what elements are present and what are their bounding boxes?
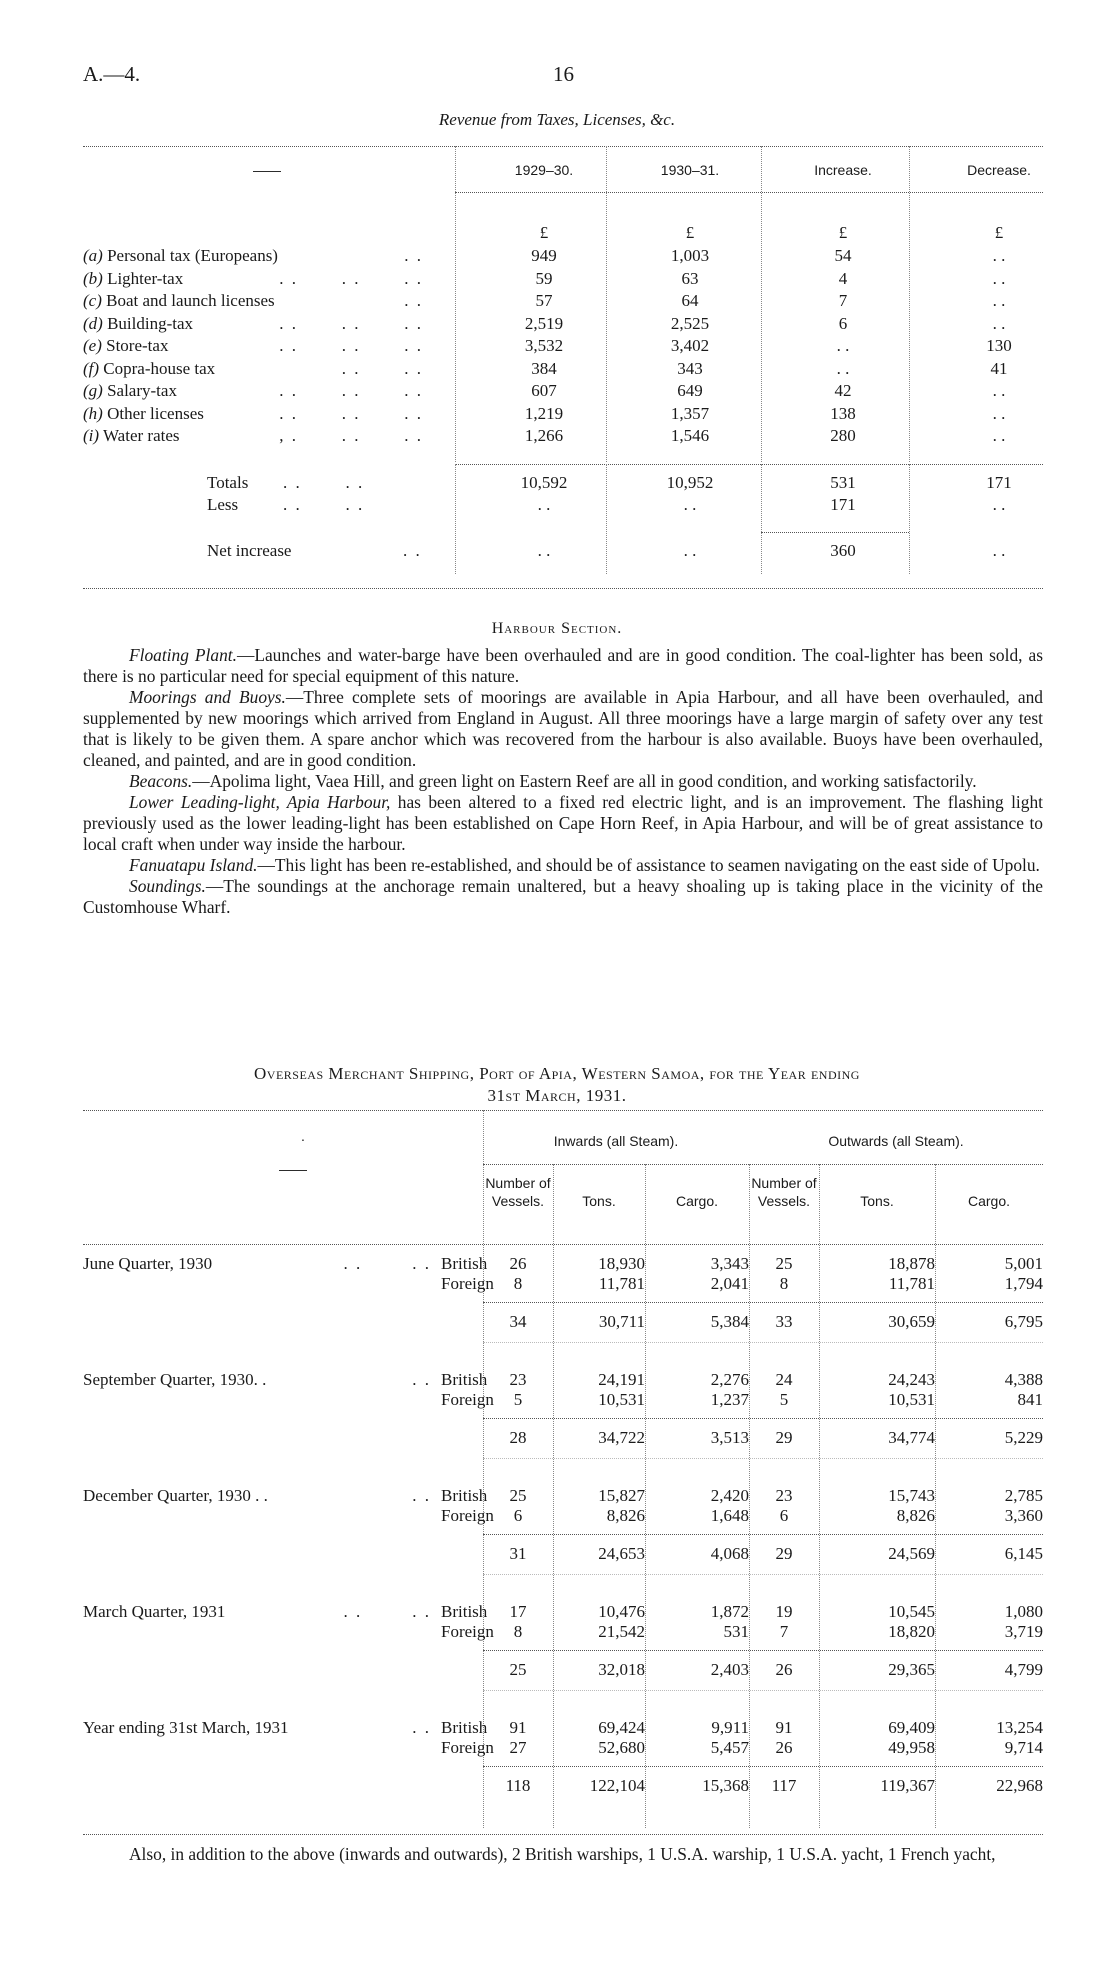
revenue-row xyxy=(83,269,1043,292)
cell: . . xyxy=(836,358,850,378)
shipping-row-foreign xyxy=(83,1274,1043,1297)
cell: 3,402 xyxy=(670,336,710,355)
row-key: (b) xyxy=(83,268,103,288)
cell: 2,420 xyxy=(710,1486,749,1505)
shipping-row-foreign xyxy=(83,1738,1043,1761)
net-increase-row xyxy=(83,541,1043,564)
paragraph xyxy=(83,792,1043,855)
cell: 1,357 xyxy=(670,403,710,423)
row-label xyxy=(83,336,168,356)
row-label: Totals xyxy=(207,473,249,492)
cell: 2,276 xyxy=(710,1370,749,1389)
row-text: Salary-tax xyxy=(107,381,177,400)
paragraph-lead: Beacons. xyxy=(129,771,193,791)
table-rule xyxy=(483,1690,1043,1691)
cell: . . xyxy=(992,291,1006,310)
cell: 5,384 xyxy=(710,1312,749,1331)
row-label xyxy=(83,404,204,424)
table-rule xyxy=(483,1458,1043,1459)
inwards-header: Inwards (all Steam). xyxy=(553,1133,679,1149)
revenue-row xyxy=(83,336,1043,359)
shipping-title xyxy=(0,1063,1114,1107)
cell: 26 xyxy=(509,1254,527,1273)
cell: 24 xyxy=(775,1370,793,1389)
leader-dots: . . . . . . xyxy=(279,336,423,355)
quarter-label: December Quarter, 1930 . . xyxy=(83,1486,268,1505)
cell: 4,388 xyxy=(1004,1370,1043,1389)
cell: 1,237 xyxy=(710,1390,749,1409)
sub-header: Cargo. xyxy=(967,1193,1011,1209)
cell: 2,403 xyxy=(710,1660,749,1679)
less-row xyxy=(83,495,1043,518)
row-label xyxy=(83,359,215,379)
cell: 34,774 xyxy=(888,1428,935,1447)
table-rule xyxy=(83,588,1043,589)
table-rule xyxy=(455,192,1043,193)
cell: 118 xyxy=(505,1776,531,1795)
row-label xyxy=(83,269,183,289)
paragraph-lead: Moorings and Buoys. xyxy=(129,687,286,707)
cell: . . xyxy=(992,495,1006,514)
paragraph-text: —Launches and water-barge have been overhauled and are in good condition. The coal-lighter has been sold, as there is no particular need for special equipment of this nature. xyxy=(83,645,1043,686)
cell: 21,542 xyxy=(598,1622,645,1641)
revenue-row xyxy=(83,359,1043,382)
cell: 31 xyxy=(509,1544,527,1563)
cell: 30,711 xyxy=(598,1312,645,1331)
flag-label: British xyxy=(441,1254,488,1273)
paragraph-lead: Fanuatapu Island. xyxy=(129,855,258,875)
col-header-decrease: Decrease. xyxy=(967,162,1031,178)
row-text: Personal tax (Europeans) xyxy=(107,246,278,265)
cell: 17 xyxy=(509,1602,527,1621)
cell: 5,001 xyxy=(1004,1254,1043,1273)
cell: 11,781 xyxy=(888,1274,935,1293)
paragraph xyxy=(83,687,1043,771)
quarter-label: March Quarter, 1931 xyxy=(83,1602,226,1621)
cell: 1,003 xyxy=(670,246,710,265)
cell: 27 xyxy=(509,1738,527,1757)
cell: 6 xyxy=(838,313,848,333)
cell: 69,409 xyxy=(888,1718,935,1737)
cell: 64 xyxy=(681,291,699,310)
currency-symbol: £ xyxy=(685,223,695,242)
cell: . . xyxy=(537,541,551,560)
quarter-label: June Quarter, 1930 xyxy=(83,1254,213,1273)
totals-row xyxy=(83,473,1043,496)
revenue-row xyxy=(83,314,1043,337)
cell: 5 xyxy=(513,1390,523,1409)
table-rule xyxy=(483,1766,1043,1767)
row-key: (a) xyxy=(83,246,103,265)
cell: 34 xyxy=(509,1312,527,1331)
cell: 24,569 xyxy=(888,1544,935,1563)
cell: 9,911 xyxy=(711,1718,749,1737)
cell: . . xyxy=(992,246,1006,265)
paragraph-text: —This light has been re-established, and should be of assistance to seamen navigating on the east side of Upolu. xyxy=(257,855,1040,875)
cell: 13,254 xyxy=(996,1718,1043,1737)
leader-dots: . . xyxy=(404,291,423,310)
cell: 15,827 xyxy=(598,1486,645,1505)
cell: 18,878 xyxy=(888,1254,935,1273)
cell: 10,952 xyxy=(666,473,714,492)
cell: 3,719 xyxy=(1004,1622,1043,1641)
shipping-row-foreign xyxy=(83,1390,1043,1413)
cell: 1,872 xyxy=(710,1602,749,1621)
cell: . . xyxy=(537,495,551,514)
cell: 949 xyxy=(531,246,557,265)
paragraph xyxy=(83,876,1043,918)
paragraph xyxy=(83,855,1043,876)
cell: 8,826 xyxy=(606,1506,645,1525)
cell: 29 xyxy=(775,1428,793,1447)
column-divider xyxy=(606,464,607,574)
document-reference: A.—4. xyxy=(83,62,141,86)
cell: 4 xyxy=(838,268,848,288)
cell: 1,794 xyxy=(1004,1274,1043,1293)
row-text: Water rates xyxy=(103,426,180,445)
row-label: Less xyxy=(207,495,239,514)
cell: 119,367 xyxy=(880,1776,935,1795)
cell: 6,145 xyxy=(1004,1544,1043,1563)
flag-label: Foreign xyxy=(441,1274,494,1293)
cell: 6 xyxy=(513,1506,523,1525)
cell: 2,785 xyxy=(1004,1486,1043,1505)
cell: 7 xyxy=(838,291,848,310)
cell: 122,104 xyxy=(589,1776,645,1795)
outwards-header: Outwards (all Steam). xyxy=(828,1133,964,1149)
cell: 29 xyxy=(775,1544,793,1563)
table-rule xyxy=(83,1110,1043,1111)
page-number: 16 xyxy=(553,62,574,86)
cell: 25 xyxy=(775,1254,793,1273)
cell: 25 xyxy=(509,1660,527,1679)
cell: 69,424 xyxy=(598,1718,645,1737)
paragraph-text: has been altered to a fixed red electric light, and is an improvement. The flashing light previously used as the lower leading-light has been established on Cape Horn Reef, in Apia Harbour, and will be of great assistance to local craft when under way inside the harbour. xyxy=(83,792,1043,854)
paragraph-lead: Soundings. xyxy=(129,876,206,896)
revenue-row xyxy=(83,291,1043,314)
cell: 49,958 xyxy=(888,1738,935,1757)
table-rule xyxy=(455,464,1043,465)
row-key: (i) xyxy=(83,426,100,445)
cell: 59 xyxy=(535,268,553,288)
row-text: Lighter-tax xyxy=(107,268,184,288)
sub-header: Cargo. xyxy=(675,1193,719,1209)
stub-dot: · xyxy=(300,1131,306,1147)
leader-dots: . . xyxy=(403,541,422,560)
cell: 117 xyxy=(771,1776,797,1795)
cell: 649 xyxy=(677,381,703,400)
cell: 5,229 xyxy=(1004,1428,1043,1447)
paragraph xyxy=(83,771,1043,792)
cell: 91 xyxy=(775,1718,793,1737)
paragraph xyxy=(83,645,1043,687)
cell: 171 xyxy=(830,495,856,514)
cell: 10,476 xyxy=(598,1602,645,1621)
cell: . . xyxy=(992,268,1006,288)
leader-dots: . . . . xyxy=(341,358,423,378)
shipping-row-total xyxy=(83,1312,1043,1335)
leader-dots: . . . . . . xyxy=(279,381,423,400)
paragraph-lead: Floating Plant. xyxy=(129,645,237,665)
cell: 32,018 xyxy=(598,1660,645,1679)
revenue-row xyxy=(83,404,1043,427)
cell: 11,781 xyxy=(598,1274,645,1293)
row-key: (c) xyxy=(83,291,102,310)
currency-symbol: £ xyxy=(539,223,549,242)
cell: 24,653 xyxy=(598,1544,645,1563)
stub-header: —— xyxy=(279,1161,307,1177)
leader-dots: . . . . . . xyxy=(279,268,423,288)
cell: 280 xyxy=(830,426,856,445)
cell: 384 xyxy=(531,358,557,378)
cell: 10,592 xyxy=(520,473,568,492)
cell: 24,243 xyxy=(888,1370,935,1389)
section-title: Harbour Section. xyxy=(491,620,623,637)
row-label xyxy=(83,246,278,266)
flag-label: British xyxy=(441,1370,488,1389)
row-key: (d) xyxy=(83,313,103,333)
row-text: Boat and launch licenses xyxy=(106,291,275,310)
table-rule xyxy=(483,1342,1043,1343)
shipping-title-line1: Overseas Merchant Shipping, Port of Apia, Western Samoa, for the Year ending xyxy=(254,1064,860,1083)
table-rule xyxy=(761,532,909,533)
leader-dots: . . . . xyxy=(343,1602,431,1621)
leader-dots: . . . . . . xyxy=(279,403,423,423)
leader-dots: . . xyxy=(412,1370,431,1389)
cell: 18,820 xyxy=(888,1622,935,1641)
quarter-label: Year ending 31st March, 1931 xyxy=(83,1718,289,1737)
cell: . . xyxy=(683,495,697,514)
flag-label: Foreign xyxy=(441,1390,494,1409)
leader-dots: . . . . xyxy=(283,473,365,492)
cell: 24,191 xyxy=(598,1370,645,1389)
cell: 138 xyxy=(830,403,856,423)
row-text: Store-tax xyxy=(106,336,169,355)
leader-dots: . . xyxy=(412,1486,431,1505)
cell: 18,930 xyxy=(598,1254,645,1273)
cell: 28 xyxy=(509,1428,527,1447)
cell: 2,525 xyxy=(670,313,710,333)
leader-dots: . . . . . . xyxy=(279,313,423,333)
cell: 91 xyxy=(509,1718,527,1737)
flag-label: Foreign xyxy=(441,1738,494,1757)
flag-label: Foreign xyxy=(441,1506,494,1525)
row-text: Copra-house tax xyxy=(103,358,216,378)
sub-header: Number of Vessels. xyxy=(485,1175,551,1209)
table-rule xyxy=(483,1650,1043,1651)
cell: 531 xyxy=(830,473,856,492)
cell: . . xyxy=(992,403,1006,423)
col-header-1930: 1930–31. xyxy=(660,162,720,178)
shipping-row-total xyxy=(83,1660,1043,1683)
cell: 1,546 xyxy=(670,426,710,445)
table-rule xyxy=(483,1574,1043,1575)
table-rule xyxy=(483,1534,1043,1535)
leader-dots: . . xyxy=(404,246,423,265)
flag-label: British xyxy=(441,1486,488,1505)
cell: 531 xyxy=(723,1622,749,1641)
sub-header: Number of Vessels. xyxy=(751,1175,817,1209)
cell: 34,722 xyxy=(598,1428,645,1447)
cell: 29,365 xyxy=(888,1660,935,1679)
cell: 8 xyxy=(779,1274,789,1293)
cell: 9,714 xyxy=(1004,1738,1043,1757)
cell: 8,826 xyxy=(896,1506,935,1525)
flag-label: British xyxy=(441,1602,488,1621)
cell: 360 xyxy=(830,541,856,560)
cell: 5,457 xyxy=(710,1738,749,1757)
cell: 52,680 xyxy=(598,1738,645,1757)
cell: 8 xyxy=(513,1274,523,1293)
cell: 41 xyxy=(990,358,1008,378)
cell: . . xyxy=(836,336,850,355)
sub-header: Tons. xyxy=(582,1193,616,1209)
cell: 57 xyxy=(535,291,553,310)
leader-dots: , . . . . . xyxy=(279,426,423,445)
paragraph-text: —Three complete sets of moorings are available in Apia Harbour, and all have been overhauled, and supplemented by new moorings which arrived from England in August. All three moorings have a large margin of safety over any test that is likely to be given them. A spare anchor which was recovered from the harbour is also available. Buoys have been overhauled, cleaned, and painted, and are in good condition. xyxy=(83,687,1044,770)
row-key: (e) xyxy=(83,336,102,355)
row-key: (f) xyxy=(83,358,100,378)
cell: 841 xyxy=(1017,1390,1043,1409)
table-rule xyxy=(483,1164,1043,1165)
cell: . . xyxy=(992,381,1006,400)
flag-label: Foreign xyxy=(441,1622,494,1641)
cell: 1,266 xyxy=(524,426,564,445)
cell: 6,795 xyxy=(1004,1312,1043,1331)
cell: . . xyxy=(992,313,1006,333)
cell: 607 xyxy=(531,381,557,400)
cell: 3,532 xyxy=(524,336,564,355)
cell: 4,068 xyxy=(710,1544,749,1563)
column-divider xyxy=(909,464,910,574)
column-divider xyxy=(455,464,456,574)
row-text: Other licenses xyxy=(107,403,204,423)
cell: . . xyxy=(992,426,1006,445)
currency-symbol: £ xyxy=(994,223,1004,242)
cell: 10,531 xyxy=(888,1390,935,1409)
cell: 15,368 xyxy=(702,1776,749,1795)
shipping-row-foreign xyxy=(83,1506,1043,1529)
stub-header: —— xyxy=(253,162,281,178)
cell: 15,743 xyxy=(888,1486,935,1505)
table-rule xyxy=(83,1834,1043,1835)
revenue-row xyxy=(83,426,1043,449)
cell: 22,968 xyxy=(996,1776,1043,1795)
cell: 25 xyxy=(509,1486,527,1505)
paragraph-lead: Lower Leading-light, Apia Harbour, xyxy=(129,792,391,812)
cell: 5 xyxy=(779,1390,789,1409)
row-key: (h) xyxy=(83,403,103,423)
table-rule xyxy=(483,1418,1043,1419)
column-divider xyxy=(761,464,762,574)
cell: 19 xyxy=(775,1602,793,1621)
cell: 63 xyxy=(681,268,699,288)
shipping-row-total xyxy=(83,1544,1043,1567)
cell: 2,041 xyxy=(710,1274,749,1293)
cell: 1,648 xyxy=(710,1506,749,1525)
cell: 3,343 xyxy=(710,1254,749,1273)
cell: 3,513 xyxy=(710,1428,749,1447)
row-key: (g) xyxy=(83,381,103,400)
flag-label: British xyxy=(441,1718,488,1737)
cell: . . xyxy=(992,541,1006,560)
shipping-row-total xyxy=(83,1428,1043,1451)
leader-dots: . . . . xyxy=(283,495,365,514)
cell: 33 xyxy=(775,1312,793,1331)
cell: 8 xyxy=(513,1622,523,1641)
paragraph-text: —Apolima light, Vaea Hill, and green light on Eastern Reef are all in good condition, and working satisfactorily. xyxy=(192,771,977,791)
cell: 4,799 xyxy=(1004,1660,1043,1679)
cell: 42 xyxy=(834,381,852,400)
cell: 10,531 xyxy=(598,1390,645,1409)
row-label xyxy=(83,381,177,401)
table-rule xyxy=(83,1244,1043,1245)
paragraph-text: —The soundings at the anchorage remain unaltered, but a heavy shoaling up is taking place in the vicinity of the Customhouse Wharf. xyxy=(83,876,1043,917)
table-rule xyxy=(483,1302,1043,1303)
table-rule xyxy=(83,146,1043,147)
footer-note: Also, in addition to the above (inwards and outwards), 2 British warships, 1 U.S.A. warship, 1 U.S.A. yacht, 1 French yacht, xyxy=(129,1844,996,1864)
cell: 3,360 xyxy=(1004,1506,1043,1525)
leader-dots: . . . . xyxy=(343,1254,431,1273)
col-header-increase: Increase. xyxy=(814,162,872,178)
row-text: Building-tax xyxy=(107,313,194,333)
currency-symbol: £ xyxy=(838,223,848,242)
col-header-1929: 1929–30. xyxy=(514,162,574,178)
cell: 26 xyxy=(775,1738,793,1757)
cell: 23 xyxy=(775,1486,793,1505)
cell: 171 xyxy=(986,473,1012,492)
harbour-text xyxy=(83,645,1043,918)
row-label xyxy=(83,314,193,334)
revenue-caption: Revenue from Taxes, Licenses, &c. xyxy=(438,110,676,129)
revenue-row xyxy=(83,381,1043,404)
quarter-label: September Quarter, 1930. . xyxy=(83,1370,267,1389)
row-label xyxy=(83,426,180,446)
shipping-row-foreign xyxy=(83,1622,1043,1645)
cell: 1,080 xyxy=(1004,1602,1043,1621)
cell: 1,219 xyxy=(524,403,564,423)
revenue-row xyxy=(83,246,1043,269)
cell: 343 xyxy=(677,358,703,378)
row-label xyxy=(83,291,275,311)
row-label: Net increase xyxy=(207,541,292,560)
cell: 10,545 xyxy=(888,1602,935,1621)
cell: 2,519 xyxy=(524,313,564,333)
cell: . . xyxy=(683,541,697,560)
cell: 23 xyxy=(509,1370,527,1389)
cell: 130 xyxy=(986,336,1012,355)
cell: 26 xyxy=(775,1660,793,1679)
cell: 6 xyxy=(779,1506,789,1525)
cell: 7 xyxy=(779,1622,789,1641)
sub-header: Tons. xyxy=(860,1193,894,1209)
cell: 54 xyxy=(834,246,852,265)
leader-dots: . . xyxy=(412,1718,431,1737)
cell: 30,659 xyxy=(888,1312,935,1331)
shipping-row-total xyxy=(83,1776,1043,1799)
shipping-title-line2: 31st March, 1931. xyxy=(487,1086,627,1105)
